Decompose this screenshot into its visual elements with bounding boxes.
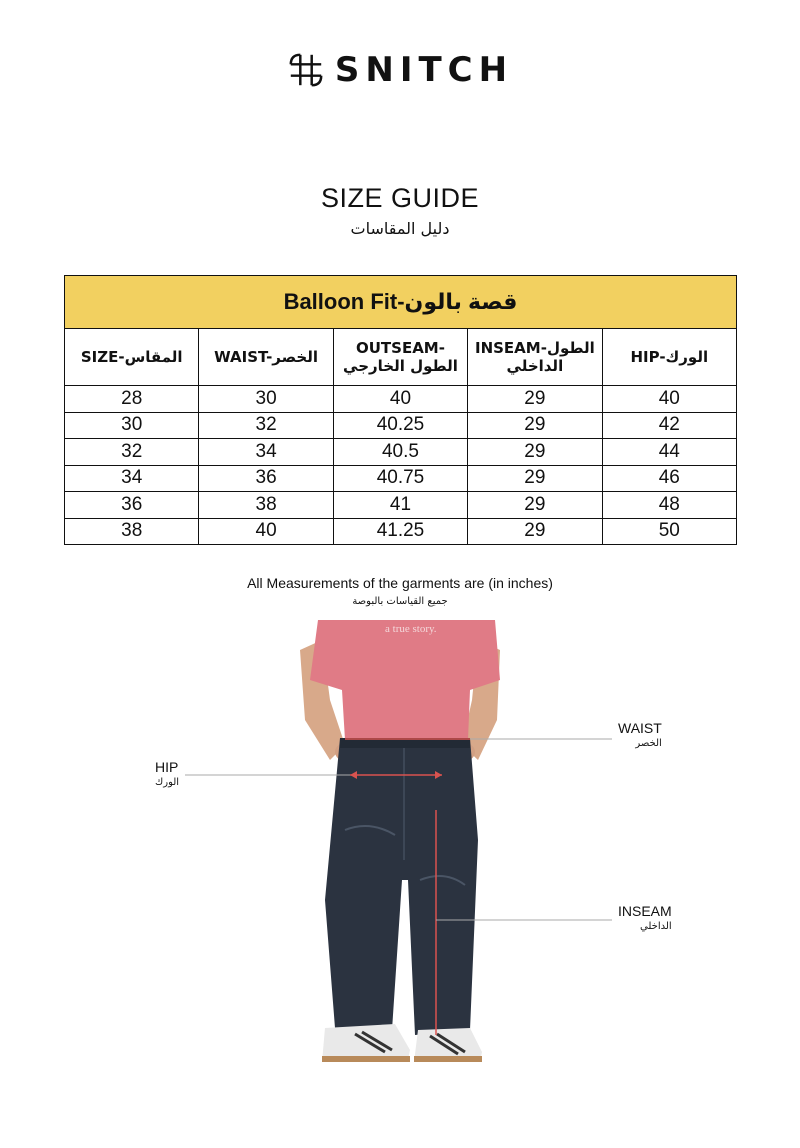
table-cell: 40.5 — [333, 439, 467, 466]
table-cell: 29 — [468, 492, 602, 519]
left-sole — [322, 1056, 410, 1062]
column-headers — [65, 329, 737, 386]
model-figure — [0, 620, 800, 1080]
table-cell: 38 — [65, 518, 199, 545]
table-cell: 34 — [199, 439, 333, 466]
fit-label: Balloon Fit-قصة بالون — [65, 276, 737, 329]
table-cell: 36 — [65, 492, 199, 519]
table-cell: 30 — [199, 386, 333, 413]
column-header: HIP-الورك — [602, 329, 736, 386]
column-header: INSEAM-الطول الداخلي — [468, 329, 602, 386]
measurement-note: All Measurements of the garments are (in inches) — [247, 575, 553, 591]
table-row — [65, 492, 737, 519]
column-header: OUTSEAM- الطول الخارجي — [333, 329, 467, 386]
table-cell: 40.25 — [333, 412, 467, 439]
right-sole — [414, 1056, 482, 1062]
table-cell: 29 — [468, 439, 602, 466]
table-cell: 29 — [468, 465, 602, 492]
table-cell: 40.75 — [333, 465, 467, 492]
table-cell: 40 — [602, 386, 736, 413]
table-cell: 29 — [468, 518, 602, 545]
waist-label: WAIST الخصر — [618, 720, 662, 749]
page-title: SIZE GUIDE — [320, 183, 480, 213]
model-illustration — [0, 620, 800, 1080]
table-cell: 32 — [199, 412, 333, 439]
hash-grid-icon — [287, 51, 325, 89]
column-header: SIZE-المقاس — [65, 329, 199, 386]
shirt-print: a true story. — [385, 623, 437, 635]
table-row — [65, 386, 737, 413]
size-table — [64, 275, 737, 545]
table-cell: 34 — [65, 465, 199, 492]
table-cell: 48 — [602, 492, 736, 519]
brand-logo — [0, 50, 800, 90]
brand-name: SNITCH — [334, 50, 514, 90]
table-cell: 36 — [199, 465, 333, 492]
hip-label: HIP الورك — [155, 759, 180, 788]
table-cell: 44 — [602, 439, 736, 466]
inseam-label: INSEAM الداخلي — [618, 903, 672, 932]
table-row — [65, 412, 737, 439]
table-cell: 29 — [468, 412, 602, 439]
table-cell: 42 — [602, 412, 736, 439]
table-cell: 50 — [602, 518, 736, 545]
measurement-note-arabic: جميع القياسات بالبوصة — [352, 596, 448, 607]
table-cell: 28 — [65, 386, 199, 413]
jeans — [325, 738, 478, 1035]
table-row — [65, 518, 737, 545]
table-cell: 41.25 — [333, 518, 467, 545]
table-row — [65, 439, 737, 466]
table-cell: 40 — [333, 386, 467, 413]
table-cell: 40 — [199, 518, 333, 545]
page-title-arabic: دليل المقاسات — [350, 219, 450, 238]
table-cell: 30 — [65, 412, 199, 439]
table-cell: 41 — [333, 492, 467, 519]
table-row — [65, 465, 737, 492]
table-cell: 32 — [65, 439, 199, 466]
table-cell: 46 — [602, 465, 736, 492]
column-header: WAIST-الخصر — [199, 329, 333, 386]
table-cell: 29 — [468, 386, 602, 413]
table-cell: 38 — [199, 492, 333, 519]
